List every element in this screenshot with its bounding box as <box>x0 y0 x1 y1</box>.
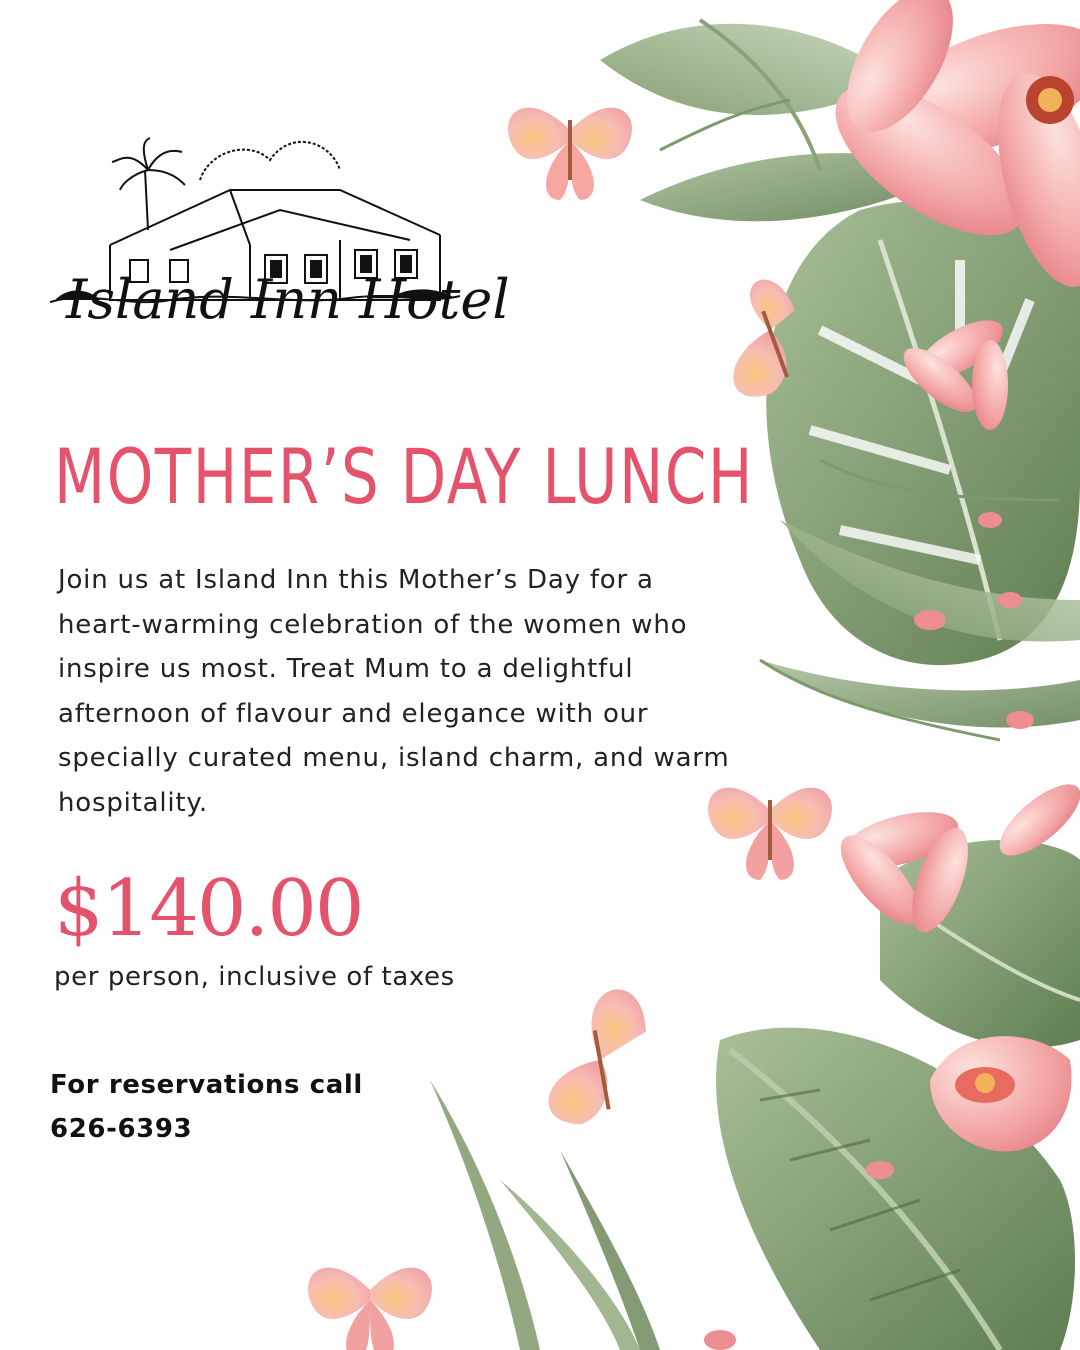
butterfly-1 <box>508 108 632 200</box>
reservation-info <box>50 1063 363 1151</box>
event-title: MOTHER’S DAY LUNCH <box>54 432 755 521</box>
event-description: Join us at Island Inn this Mother’s Day for a heart-warming celebration of the women who inspire us most. Treat Mum to a delightful afternoon of flavour and elegance with our specially curated menu, island charm, and warm hospitality. <box>58 565 730 818</box>
price-note: per person, inclusive of taxes <box>54 962 455 992</box>
butterfly-4 <box>531 985 661 1129</box>
bottom-grass <box>430 1080 660 1350</box>
monstera-leaf-2 <box>880 840 1080 1048</box>
butterfly-5 <box>308 1268 432 1350</box>
price: $140.00 <box>54 864 363 954</box>
phone-number[interactable]: 626-6393 <box>50 1114 193 1144</box>
reservation-label: For reservations call <box>50 1070 363 1100</box>
brand-name: Island Inn Hotel <box>66 268 510 331</box>
